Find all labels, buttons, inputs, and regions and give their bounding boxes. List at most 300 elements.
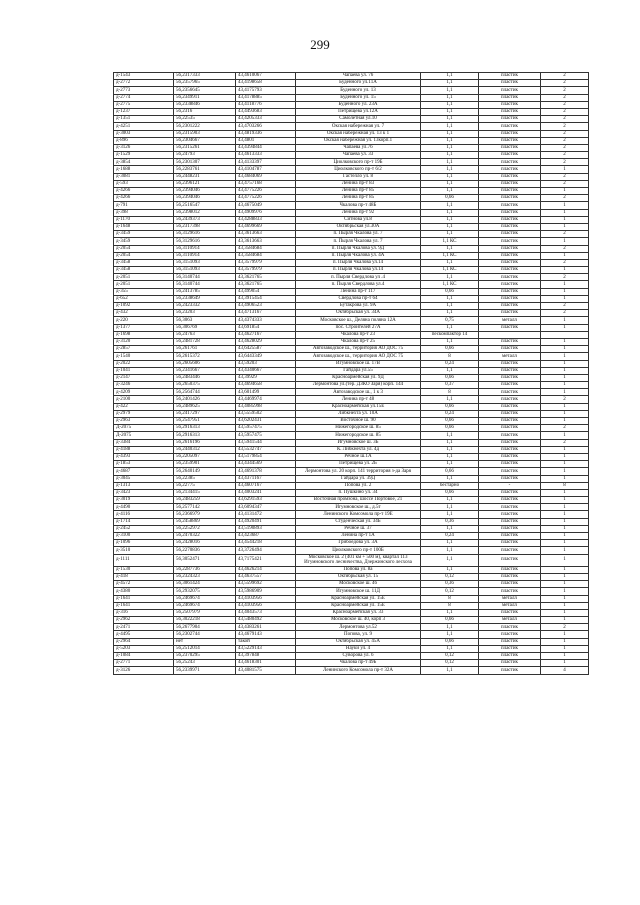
material-cell: металл — [479, 602, 541, 609]
count-cell: 1 — [541, 188, 589, 195]
site-id-cell: д-1529 — [114, 152, 174, 159]
material-cell: пластик — [479, 581, 541, 588]
latitude-cell: 56,2270836 — [174, 547, 236, 554]
table-row — [114, 547, 589, 554]
latitude-cell: 56,2677904 — [174, 624, 236, 631]
site-id-cell: д-2772 — [114, 80, 174, 87]
site-id-cell: д-4209 — [114, 389, 174, 396]
table-row — [114, 425, 589, 432]
site-id-cell: д-3384 — [114, 439, 174, 446]
volume-cell: 1,1 — [421, 144, 479, 151]
site-id-cell: д-316 — [114, 609, 174, 616]
count-cell: 2 — [541, 159, 589, 166]
address-cell: Красноармейская ул. 33 — [296, 609, 421, 616]
latitude-cell: 56,2605606 — [174, 360, 236, 367]
volume-cell: 0,24 — [421, 360, 479, 367]
address-cell: Суворова ул. 6 — [296, 653, 421, 660]
site-id-cell: д-4495 — [114, 631, 174, 638]
address-cell: Бутакрова ул. 9А — [296, 303, 421, 310]
table-row — [114, 310, 589, 317]
volume-cell: 1,1 — [421, 631, 479, 638]
address-cell: Чкалова пр-т 23 — [296, 331, 421, 338]
site-id-cell: д-1111 — [114, 554, 174, 566]
table-row — [114, 525, 589, 532]
longitude-cell: 43,5179854 — [236, 453, 296, 460]
site-id-cell: д-3459 — [114, 238, 174, 245]
site-id-cell: д-3019 — [114, 497, 174, 504]
latitude-cell: 56,2481728 — [174, 338, 236, 345]
latitude-cell: 56,2640149 — [174, 468, 236, 475]
count-cell: 2 — [541, 173, 589, 180]
count-cell: 2 — [541, 116, 589, 123]
count-cell: 1 — [541, 353, 589, 360]
address-cell: Лермонтова ул. 20 корп. 141 территория з-да Заря — [296, 468, 421, 475]
table-row — [114, 101, 589, 108]
latitude-cell: 56,2439373 — [174, 216, 236, 223]
table-row — [114, 288, 589, 295]
count-cell: 1 — [541, 602, 589, 609]
site-id-cell: д-1313 — [114, 482, 174, 489]
longitude-cell: 43,397848 — [236, 653, 296, 660]
material-cell: пластик — [479, 540, 541, 547]
address-cell: Циолковского пр-т 6/2 — [296, 166, 421, 173]
site-id-cell: д-2147 — [114, 374, 174, 381]
volume-cell: 1,1 — [421, 547, 479, 554]
volume-cell: 1,1 — [421, 446, 479, 453]
count-cell: 1 — [541, 609, 589, 616]
site-id-cell: д-791 — [114, 202, 174, 209]
latitude-cell: 56,2370295 — [174, 653, 236, 660]
longitude-cell: 43,7175421 — [236, 554, 296, 566]
table-row — [114, 209, 589, 216]
count-cell: 1 — [541, 497, 589, 504]
count-cell: 1 — [541, 209, 589, 216]
material-cell: пластик — [479, 631, 541, 638]
longitude-cell: 43,4081575 — [236, 667, 296, 674]
count-cell: 2 — [541, 137, 589, 144]
latitude-cell: 56,2252972 — [174, 525, 236, 532]
address-cell: п. Пырля Чкалова ул. 9Д — [296, 245, 421, 252]
longitude-cell: 43,4684069 — [236, 173, 296, 180]
volume-cell: 1,1 — [421, 94, 479, 101]
material-cell: пластик — [479, 245, 541, 252]
volume-cell: 8 — [421, 389, 479, 396]
address-cell: Петрищева ул.12А — [296, 108, 421, 115]
latitude-cell: 56,2469674 — [174, 602, 236, 609]
count-cell: 2 — [541, 130, 589, 137]
site-id-cell: д-1096 — [114, 540, 174, 547]
latitude-cell: 56,2401426 — [174, 396, 236, 403]
address-cell: Ленинского Комсомола пр-т 32А — [296, 667, 421, 674]
material-cell: пластик — [479, 259, 541, 266]
volume-cell: 0,12 — [421, 660, 479, 667]
count-cell: 1 — [541, 631, 589, 638]
latitude-cell: 56,2507979 — [174, 609, 236, 616]
material-cell: пластик — [479, 497, 541, 504]
count-cell: 2 — [541, 180, 589, 187]
address-cell: Чкалова пр-т 48Б — [296, 202, 421, 209]
material-cell: пластик — [479, 288, 541, 295]
table-row — [114, 482, 589, 489]
longitude-cell: 43,499054 — [236, 288, 296, 295]
address-cell: Ленина пр-т 83 — [296, 180, 421, 187]
table-row — [114, 418, 589, 425]
address-cell: п. Пырля Чкалова ул.14 — [296, 259, 421, 266]
table-row — [114, 231, 589, 238]
table-row — [114, 216, 589, 223]
address-cell: Автозаводское ш., 1 к 3 — [296, 389, 421, 396]
volume-cell: 1,1 КС — [421, 267, 479, 274]
address-cell: Игумновское ш., д.5т — [296, 504, 421, 511]
site-id-cell: д-2051 — [114, 274, 174, 281]
address-cell: Ленина пр-т 85 — [296, 188, 421, 195]
table-row — [114, 653, 589, 660]
longitude-cell: 43,5229143 — [236, 645, 296, 652]
address-cell: п. Пырля Чкалова ул. 4А — [296, 252, 421, 259]
container-sites-table — [113, 72, 589, 675]
longitude-cell: 43,5941544 — [236, 439, 296, 446]
material-cell: пластик — [479, 453, 541, 460]
count-cell: 8 — [541, 482, 589, 489]
volume-cell: 1,1 — [421, 108, 479, 115]
count-cell: 2 — [541, 310, 589, 317]
count-cell: 1 — [541, 595, 589, 602]
count-cell: 1 — [541, 588, 589, 595]
table-row — [114, 573, 589, 580]
volume-cell: 1,1 — [421, 525, 479, 532]
count-cell: 2 — [541, 108, 589, 115]
site-id-cell: д-2100 — [114, 396, 174, 403]
latitude-cell: 56,3052471 — [174, 554, 236, 566]
volume-cell: 0,66 — [421, 425, 479, 432]
table-row — [114, 73, 589, 80]
table-row — [114, 303, 589, 310]
latitude-cell: 56,2394046 — [174, 195, 236, 202]
longitude-cell: 43,4694658 — [236, 382, 296, 389]
volume-cell: 8 — [421, 595, 479, 602]
site-id-cell: д-2452 — [114, 525, 174, 532]
count-cell: 2 — [541, 152, 589, 159]
address-cell: Ленина пр-т 1А — [296, 533, 421, 540]
table-row — [114, 382, 589, 389]
address-cell: Московское ш. 2 (401 км + 500 м), квартал 113 Игумновского лесничества, Дзержинского лесхоза — [296, 554, 421, 566]
count-cell: 1 — [541, 252, 589, 259]
count-cell: 1 — [541, 166, 589, 173]
count-cell: 1 — [541, 533, 589, 540]
volume-cell: 1,1 — [421, 303, 479, 310]
latitude-cell: 56,2916313 — [174, 432, 236, 439]
material-cell: пластик — [479, 653, 541, 660]
table-row — [114, 267, 589, 274]
count-cell: 1 — [541, 410, 589, 417]
volume-cell: 1,1 — [421, 173, 479, 180]
latitude-cell: 56,2932075 — [174, 588, 236, 595]
volume-cell: 1,1 — [421, 645, 479, 652]
longitude-cell: 43,5480492 — [236, 617, 296, 624]
longitude-cell: 43,4118776 — [236, 101, 296, 108]
address-cell: Московское ш., Деляна поляна 12А — [296, 317, 421, 324]
address-cell: Красноармейская ул. 9Д — [296, 374, 421, 381]
table-row — [114, 353, 589, 360]
site-id-cell: д-1698 — [114, 331, 174, 338]
material-cell: пластик — [479, 660, 541, 667]
table-row — [114, 324, 589, 331]
address-cell: Чкалова пр-т 25 — [296, 338, 421, 345]
latitude-cell: 56,2616196 — [174, 439, 236, 446]
longitude-cell: 43,6094347 — [236, 504, 296, 511]
table-row — [114, 245, 589, 252]
longitude-cell: 43,4374333 — [236, 317, 296, 324]
address-cell: Гайдара ул.55 — [296, 367, 421, 374]
count-cell: 1 — [541, 540, 589, 547]
material-cell: пластик — [479, 274, 541, 281]
address-cell: п. Пырля Свердлова ул.4 — [296, 281, 421, 288]
volume-cell: 0,36 — [421, 581, 479, 588]
material-cell: пластик — [479, 588, 541, 595]
count-cell — [541, 331, 589, 338]
material-cell: пластик — [479, 267, 541, 274]
material-cell: пластик — [479, 295, 541, 302]
count-cell: 1 — [541, 360, 589, 367]
material-cell: пластик — [479, 439, 541, 446]
address-cell: Ленина пр-т 117 — [296, 288, 421, 295]
volume-cell: 0,66 — [421, 638, 479, 645]
site-id-cell: д-593 — [114, 180, 174, 187]
address-cell: Чапаева ул. 76 — [296, 73, 421, 80]
address-cell: Октябрьская ул. 15 — [296, 573, 421, 580]
address-cell: п. Пырля Чкалова ул.14 — [296, 267, 421, 274]
address-cell: Игумновское ш. 3Б — [296, 439, 421, 446]
latitude-cell: 56,306769 — [174, 324, 236, 331]
address-cell: Красноармейская ул. 15Е — [296, 595, 421, 602]
site-id-cell: д-4490 — [114, 504, 174, 511]
latitude-cell: 56,3061424 — [174, 581, 236, 588]
site-id-cell: д-3423 — [114, 489, 174, 496]
table-row — [114, 87, 589, 94]
volume-cell: 0,66 — [421, 468, 479, 475]
volume-cell: 1,1 — [421, 137, 479, 144]
table-row — [114, 346, 589, 353]
latitude-cell: 56,3129616 — [174, 238, 236, 245]
longitude-cell: 43,5957475 — [236, 432, 296, 439]
material-cell: пластик — [479, 367, 541, 374]
volume-cell: 1,1 — [421, 540, 479, 547]
site-id-cell: д-432 — [114, 310, 174, 317]
address-cell: Октябрьская ул. 45А — [296, 638, 421, 645]
count-cell: 1 — [541, 281, 589, 288]
longitude-cell: 43,3726494 — [236, 547, 296, 554]
volume-cell: 1,1 — [421, 101, 479, 108]
address-cell: Речное ш. 37 — [296, 525, 421, 532]
material-cell: пластик — [479, 123, 541, 130]
material-cell: пластик — [479, 396, 541, 403]
site-id-cell: д-1688 — [114, 166, 174, 173]
longitude-cell: 43,3915454 — [236, 295, 296, 302]
count-cell: 2 — [541, 94, 589, 101]
count-cell: 2 — [541, 396, 589, 403]
count-cell: 4 — [541, 667, 589, 674]
volume-cell: 1,1 — [421, 188, 479, 195]
site-id-cell: д-1543 — [114, 73, 174, 80]
material-cell: пластик — [479, 137, 541, 144]
material-cell: пластик — [479, 116, 541, 123]
material-cell: пластик — [479, 202, 541, 209]
longitude-cell: 43,5559502 — [236, 410, 296, 417]
table-row — [114, 144, 589, 151]
latitude-cell: 56,2339971 — [174, 667, 236, 674]
count-cell: 1 — [541, 267, 589, 274]
site-id-cell: д-2471 — [114, 624, 174, 631]
material-cell: пластик — [479, 432, 541, 439]
volume-cell: 0,75 — [421, 317, 479, 324]
address-cell: Автозаводское ш., территория АО ДОС 75 — [296, 346, 421, 353]
address-cell: Октябрьская ул. 34А — [296, 310, 421, 317]
volume-cell: 0,66 — [421, 346, 479, 353]
address-cell: Буденного ул. 23А — [296, 101, 421, 108]
material-cell: металл — [479, 353, 541, 360]
table-row — [114, 252, 589, 259]
volume-cell: 1,1 КС — [421, 238, 479, 245]
material-cell: пластик — [479, 159, 541, 166]
longitude-cell: 43,4775226 — [236, 195, 296, 202]
material-cell: пластик — [479, 94, 541, 101]
table-row — [114, 152, 589, 159]
material-cell: пластик — [479, 504, 541, 511]
address-cell: Красноармейская ул. 15Е — [296, 602, 421, 609]
table-row — [114, 645, 589, 652]
site-id-cell: д-1041 — [114, 367, 174, 374]
material-cell: пластик — [479, 216, 541, 223]
volume-cell: 1,1 — [421, 152, 479, 159]
latitude-cell: 56,2359901 — [174, 461, 236, 468]
address-cell: Гайдара ул. 39Д — [296, 475, 421, 482]
material-cell: пластик — [479, 252, 541, 259]
latitude-cell: 56,2396121 — [174, 180, 236, 187]
volume-cell: 0,36 — [421, 518, 479, 525]
volume-cell: 0,66 — [421, 617, 479, 624]
table-row — [114, 453, 589, 460]
site-id-cell: д-1540 — [114, 353, 174, 360]
latitude-cell: 56,25243 — [174, 660, 236, 667]
table-row — [114, 116, 589, 123]
volume-cell: 1,1 — [421, 87, 479, 94]
latitude-cell: 56,2349911 — [174, 94, 236, 101]
longitude-cell: 43,59203 — [236, 360, 296, 367]
longitude-cell: 43,4469974 — [236, 396, 296, 403]
volume-cell: 1,1 — [421, 223, 479, 230]
site-id-cell: д-3120 — [114, 338, 174, 345]
volume-cell: 1,1 — [421, 475, 479, 482]
latitude-cell: 56,2317333 — [174, 73, 236, 80]
volume-cell: 1,1 — [421, 504, 479, 511]
address-cell: Лермонтова ул.52 — [296, 624, 421, 631]
volume-cell: 1,1 — [421, 566, 479, 573]
latitude-cell: 56,2512014 — [174, 645, 236, 652]
table-row — [114, 617, 589, 624]
site-id-cell: д-3510 — [114, 547, 174, 554]
table-row — [114, 631, 589, 638]
site-id-cell: д-1084 — [114, 653, 174, 660]
latitude-cell: нет — [174, 638, 236, 645]
table-row — [114, 497, 589, 504]
site-id-cell: д-4188 — [114, 446, 174, 453]
longitude-cell: 43,3621765 — [236, 274, 296, 281]
material-cell: пластик — [479, 310, 541, 317]
site-id-cell: д-4266 — [114, 195, 174, 202]
longitude-cell: 43,4909976 — [236, 209, 296, 216]
table-row — [114, 389, 589, 396]
address-cell: Автозаводское ш., территория АО ДОС 75 — [296, 353, 421, 360]
material-cell: пластик — [479, 547, 541, 554]
count-cell: 1 — [541, 504, 589, 511]
count-cell: 2 — [541, 144, 589, 151]
register-table-wrapper — [113, 72, 588, 675]
table-row — [114, 660, 589, 667]
count-cell: 1 — [541, 403, 589, 410]
material-cell: пластик — [479, 346, 541, 353]
material-cell: пластик — [479, 180, 541, 187]
longitude-cell: 43,3579979 — [236, 267, 296, 274]
table-row — [114, 374, 589, 381]
latitude-cell: 56,23203 — [174, 310, 236, 317]
table-row — [114, 602, 589, 609]
volume-cell: пескомпактор 14 — [421, 331, 479, 338]
volume-cell: 1,1 — [421, 123, 479, 130]
latitude-cell: 56,2564744 — [174, 389, 236, 396]
address-cell: Ситнова ул.8 — [296, 216, 421, 223]
address-cell: Окская набережная ул. 13 к 1 — [296, 130, 421, 137]
count-cell: 1 — [541, 489, 589, 496]
latitude-cell: 56,2283761 — [174, 166, 236, 173]
site-id-cell: д-1641 — [114, 595, 174, 602]
table-row — [114, 518, 589, 525]
count-cell: 1 — [541, 389, 589, 396]
address-cell: Попова, ул. 9 — [296, 631, 421, 638]
address-cell: п. Пушкино ул. 34 — [296, 489, 421, 496]
count-cell: 1 — [541, 617, 589, 624]
volume-cell: 0,12 — [421, 653, 479, 660]
site-id-cell: д-3246 — [114, 382, 174, 389]
volume-cell: 0,66 — [421, 489, 479, 496]
site-id-cell: д-2857 — [114, 346, 174, 353]
latitude-cell: 56,3129616 — [174, 231, 236, 238]
volume-cell: 1,1 — [421, 367, 479, 374]
latitude-cell: 56,2317398 — [174, 223, 236, 230]
latitude-cell: 56,2458869 — [174, 518, 236, 525]
longitude-cell: 43,4626214 — [236, 566, 296, 573]
table-row — [114, 554, 589, 566]
volume-cell: 1,1 — [421, 295, 479, 302]
site-id-cell: д-4251 — [114, 123, 174, 130]
longitude-cell: 43,6202431 — [236, 418, 296, 425]
count-cell: 1 — [541, 475, 589, 482]
latitude-cell: 56,2469674 — [174, 595, 236, 602]
site-id-cell: д-2054 — [114, 252, 174, 259]
address-cell: Нижегородское ш. 85 — [296, 425, 421, 432]
material-cell: пластик — [479, 518, 541, 525]
longitude-cell: 43,3621765 — [236, 281, 296, 288]
count-cell: 1 — [541, 581, 589, 588]
latitude-cell: 56,2516547 — [174, 202, 236, 209]
longitude-cell: 43,4775226 — [236, 188, 296, 195]
volume-cell: 0,66 — [421, 288, 479, 295]
material-cell: пластик — [479, 425, 541, 432]
count-cell: 1 — [541, 382, 589, 389]
material-cell: пластик — [479, 475, 541, 482]
latitude-cell: 56,2304667 — [174, 137, 236, 144]
volume-cell: 1,1 — [421, 80, 479, 87]
latitude-cell: 56,2324323 — [174, 573, 236, 580]
